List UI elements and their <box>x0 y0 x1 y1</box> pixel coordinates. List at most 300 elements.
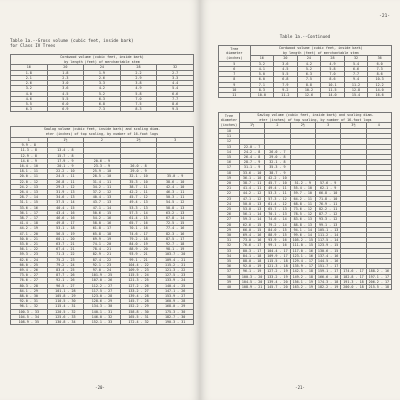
table-cell: 83.4 - 25 <box>47 268 84 273</box>
table-cell: 4.1 <box>250 66 274 71</box>
table-cell: 123.9 - 15 <box>315 243 340 248</box>
table-cell: 20 <box>219 181 240 186</box>
table-cell: 74.6 - 17 <box>120 231 157 236</box>
table-cell: 66.8 - 10 <box>315 191 340 196</box>
table-cell: 50.6 - 15 <box>84 210 121 215</box>
table-cell: 76.9 - 11 <box>315 201 340 206</box>
table-cell: 45.7 - 12 <box>120 195 157 200</box>
table-cell: 96.1 - 19 <box>239 269 264 274</box>
table-cell: 53.3 - 11 <box>265 191 290 196</box>
table-row <box>11 304 194 309</box>
table-cell: 5.2 <box>297 66 321 71</box>
table-cell: 2.9 <box>120 75 157 80</box>
table-cell: 8.6 <box>321 77 345 82</box>
table-cell: 49.4 - 13 <box>120 200 157 205</box>
table-cell: 9.5 <box>157 107 194 112</box>
table-cell: 9.4 <box>344 77 368 82</box>
table-cell: 2.3 <box>47 75 84 80</box>
table-cell: 88.0 - 30 <box>11 294 48 299</box>
table-cell: 33.6 - 10 <box>239 170 264 175</box>
column-header: 3½ <box>341 123 366 129</box>
table-row <box>219 93 392 98</box>
table-cell: 84.0 - 19 <box>120 242 157 247</box>
table-cell: 31.9 - 13 <box>47 190 84 195</box>
table-cell: 31 <box>219 238 240 243</box>
table-row <box>11 200 194 205</box>
table-cell: 26.0 - 7 <box>265 149 290 154</box>
table-cell: 166.6 - 18 <box>315 274 340 279</box>
table-cell: 3.3 <box>157 75 194 80</box>
table-cell: 32.1 - 8 <box>265 160 290 165</box>
table-cell: 149.2 - 18 <box>290 274 315 279</box>
table-cell: 53.0 - 13 <box>239 207 264 212</box>
table-cell: 144.5 - 16 <box>315 259 340 264</box>
table-cell: 4.5 <box>47 91 84 96</box>
table-row <box>11 221 194 226</box>
table-row <box>11 262 194 267</box>
column-header: 36 <box>368 56 392 62</box>
table-cell: 77.4 - 16 <box>157 226 194 231</box>
column-header: 28 <box>321 56 345 62</box>
column-header: 3 <box>315 123 340 129</box>
column-header: 2 <box>265 123 290 129</box>
table-cell: 92.0 - 19 <box>239 264 264 269</box>
table-cell: 26.4 - 8 <box>239 155 264 160</box>
table-cell: 133.2 - 27 <box>120 288 157 293</box>
table-cell: 14.6 - 9 <box>11 158 48 163</box>
table-cell: 8.6 <box>368 72 392 77</box>
table-cell: 9.2 <box>274 87 298 92</box>
table-cell: 104.5 - 20 <box>239 279 264 284</box>
table-cell: 31.1 - 15 <box>11 200 48 205</box>
table-cell: 37.2 - 12 <box>84 190 121 195</box>
table-cell: 3.3 <box>84 81 121 86</box>
table-cell: 121.3 - 25 <box>120 278 157 283</box>
table-cell: 101.9 - 25 <box>84 273 121 278</box>
table-row <box>11 174 194 179</box>
table-cell: 5.2 <box>84 91 121 96</box>
table-cell: 84.0 - 15 <box>265 227 290 232</box>
table-cell: 29.0 - 8 <box>265 155 290 160</box>
table-cell: 44.2 - 12 <box>239 191 264 196</box>
table-cell: 43.4 - 16 <box>47 210 84 215</box>
table-cell: 31.1 - 9 <box>239 165 264 170</box>
table-row <box>11 309 194 314</box>
table-cell: 28 <box>219 222 240 227</box>
table-cell: 110.5 - 30 <box>47 299 84 304</box>
table-cell: 71.3 - 22 <box>47 252 84 257</box>
table-cell: 61.4 - 15 <box>120 216 157 221</box>
table-cell: 14.0 <box>321 93 345 98</box>
table-cell: 5.5 <box>274 72 298 77</box>
table-cell: 57.3 - 12 <box>265 196 290 201</box>
table-cell: 40 <box>219 285 240 290</box>
table-cell: 9.9 - 8 <box>11 143 48 148</box>
table-cell: 115.5 - 24 <box>120 273 157 278</box>
table-cell: 7.0 <box>120 96 157 101</box>
table-cell: 38.7 - 9 <box>265 170 290 175</box>
table-cell: 108.9 - 35 <box>11 320 48 325</box>
table-cell: 92.1 - 23 <box>84 262 121 267</box>
table-cell: 105.8 - 29 <box>47 294 84 299</box>
table-cell: 67.4 - 21 <box>47 247 84 252</box>
table-cell: 83.6 - 13 <box>290 217 315 222</box>
table-cell: 99.1 - 16 <box>265 243 290 248</box>
table-cell: 31.4 - 11 <box>84 179 121 184</box>
right-corner-number: -21- <box>379 14 390 19</box>
table-cell: 134.3 - 30 <box>84 304 121 309</box>
table-cell: 80.3 - 28 <box>11 283 48 288</box>
table-cell: 97.0 - 24 <box>84 268 121 273</box>
table-cell: 27 <box>219 217 240 222</box>
table-header-row <box>11 127 194 137</box>
table-cell: 4.9 <box>321 61 345 66</box>
table-cell: 37 <box>219 269 240 274</box>
table-main-header: Sawlog volume (cubic feet, inside bark) and scaling diam- eter (inches) of top scaling, by number of 16-foot logs <box>11 127 194 137</box>
table-cell: 105.1 - 13 <box>315 227 340 232</box>
table-cell: 156.1 - 19 <box>290 279 315 284</box>
table-cell: 10.1 <box>321 82 345 87</box>
table-cell: 84.1 - 18 <box>239 253 264 258</box>
table-cell: 4.6 <box>11 96 48 101</box>
table-cell: 22.2 - 10 <box>47 169 84 174</box>
table-cell: 98.1 - 19 <box>157 247 194 252</box>
table-row <box>11 179 194 184</box>
table-cell: 75.2 - 23 <box>47 257 84 262</box>
table-cell: 35.3 - 9 <box>265 165 290 170</box>
table-cell: 7.5 <box>297 77 321 82</box>
table-cell: 99.1 - 21 <box>120 257 157 262</box>
table-row <box>11 236 194 241</box>
row-header-cell: Tree diameter (inches) <box>219 46 251 62</box>
table-cell: 58.0 - 16 <box>84 221 121 226</box>
table-cell: 92.0 - 31 <box>11 299 48 304</box>
column-header: 2½ <box>120 137 157 143</box>
left-sawlog-table <box>10 126 194 325</box>
table-cell: 145.7 - 20 <box>265 285 290 290</box>
table-cell: 93.9 - 16 <box>265 238 290 243</box>
table-cell: 99.1 - 13 <box>315 222 340 227</box>
table-cell: 82.9 - 21 <box>84 252 121 257</box>
table-cell: 76.6 - 17 <box>239 243 264 248</box>
table-cell: 60.1 - 20 <box>47 236 84 241</box>
table-cell: 67.8 - 14 <box>157 216 194 221</box>
table-cell: 2.2 <box>120 70 157 75</box>
table-cell: 3.0 <box>47 81 84 86</box>
column-header: 16 <box>250 56 274 62</box>
column-header: 28 <box>120 65 157 71</box>
table-cell: 2.6 <box>84 75 121 80</box>
table-cell: 66.0 - 15 <box>239 227 264 232</box>
table-cell: 87.4 - 22 <box>84 257 121 262</box>
table-cell: 22.0 - 12 <box>11 179 48 184</box>
table-cell: 82.2 - 11 <box>315 207 340 212</box>
table-cell: 4.4 <box>157 81 194 86</box>
table-cell: 130.6 - 15 <box>315 248 340 253</box>
table-cell: 18.1 - 11 <box>11 169 48 174</box>
table-cell: 26.8 - 11 <box>47 179 84 184</box>
row-header-cell: Tree diameter (inches) <box>219 113 240 129</box>
table-cell: 62.6 - 24 <box>11 257 48 262</box>
table-row <box>11 242 194 247</box>
column-header: 1½ <box>239 123 264 129</box>
table-cell: 37.5 - 14 <box>47 200 84 205</box>
table-cell: 17 <box>219 165 240 170</box>
table-cell: 115.4 - 31 <box>47 304 84 309</box>
table-cell: 61.8 - 17 <box>84 226 121 231</box>
table-cell: 68.8 - 11 <box>290 201 315 206</box>
table-cell: 65.8 - 18 <box>84 231 121 236</box>
table-cell: 49.4 - 11 <box>265 186 290 191</box>
table-cell: 33 <box>219 248 240 253</box>
table-cell: 182.2 - 19 <box>315 285 340 290</box>
table-cell: 120.5 - 32 <box>47 309 84 314</box>
table-cell: 172.4 - 32 <box>120 320 157 325</box>
table-cell: 78.4 - 21 <box>84 247 121 252</box>
table-cell: 121.3 - 18 <box>265 264 290 269</box>
table-cell: 50.0 - 13 <box>239 201 264 206</box>
table-cell: 12.6 <box>297 93 321 98</box>
table-header-row <box>11 55 194 65</box>
table-cell: 92.1 - 26 <box>47 278 84 283</box>
table-cell: 24.5 - 11 <box>47 174 84 179</box>
table-cell: 70.1 - 16 <box>120 226 157 231</box>
table-cell: 3.2 <box>250 61 274 66</box>
table-cell: 200.0 - 18 <box>341 285 366 290</box>
table-cell: 56.1 - 14 <box>239 212 264 217</box>
table-cell: 17.9 - 9 <box>47 158 84 163</box>
column-header: 24 <box>84 65 121 71</box>
table-cell: 8.3 <box>120 107 157 112</box>
column-header: 3 <box>157 137 194 143</box>
table-cell: 125.6 - 33 <box>47 314 84 319</box>
table-cell: 111.0 - 15 <box>290 243 315 248</box>
table-cell: 45.7 - 10 <box>265 181 290 186</box>
table-cell: 54.5 - 12 <box>157 200 194 205</box>
table-cell: 129.4 - 17 <box>290 259 315 264</box>
table-cell: 4.2 <box>297 61 321 66</box>
left-page-title: Table 1a.--Gross volume (cubic feet, inside bark) for Class IV Trees <box>10 38 134 48</box>
table-cell: 73.0 - 27 <box>11 273 48 278</box>
table-cell: 92.7 - 18 <box>157 242 194 247</box>
table-cell: 29 <box>219 227 240 232</box>
table-cell: 137.4 - 16 <box>315 253 340 258</box>
table-cell: 151.7 - 17 <box>315 264 340 269</box>
table-cell: 4.9 <box>120 86 157 91</box>
table-cell: 215.5 - 18 <box>366 285 391 290</box>
table-cell: 57.6 - 9 <box>315 181 340 186</box>
table-cell: 109.9 - 17 <box>265 253 290 258</box>
table-cell: 35 <box>219 259 240 264</box>
table-cell: 127.2 - 26 <box>120 283 157 288</box>
table-cell: 21 <box>219 186 240 191</box>
table-cell: 38.7 - 17 <box>11 216 48 221</box>
table-cell: 8.6 <box>157 102 194 107</box>
right-page-number: -21- <box>295 385 305 390</box>
table-cell: 1.9 <box>84 70 121 75</box>
table-cell: 6.0 <box>250 77 274 82</box>
table-cell: 32 <box>219 243 240 248</box>
table-cell: 5.8 <box>120 91 157 96</box>
table-row <box>11 294 194 299</box>
table-cell: 41.4 - 18 <box>11 221 48 226</box>
table-main-header: Sawlog volume (cubic feet, inside bark) and scaling diam- eter (inches) of top scaling, by number of 16-foot logs <box>239 113 391 123</box>
table-cell: 74.6 - 14 <box>265 217 290 222</box>
table-cell: 35.3 - 10 <box>120 179 157 184</box>
table-cell: 9 <box>219 82 251 87</box>
table-cell: 159.1 - 17 <box>315 269 340 274</box>
table-cell: 12 <box>219 139 240 144</box>
table-cell: 140.1 - 31 <box>84 309 121 314</box>
table-cell: 46.3 - 11 <box>157 190 194 195</box>
table-cell: 24.2 - 13 <box>11 184 48 189</box>
table-cell: 62.6 - 15 <box>239 222 264 227</box>
table-cell: 63.7 - 21 <box>47 242 84 247</box>
table-cell: 34.6 - 13 <box>47 195 84 200</box>
table-cell: 7.9 <box>274 82 298 87</box>
table-cell: 7.0 <box>321 72 345 77</box>
table-cell: 42.2 - 10 <box>265 175 290 180</box>
column-header: 1½ <box>47 137 84 143</box>
table-cell: 163.2 - 19 <box>290 285 315 290</box>
table-cell: 5.5 <box>47 96 84 101</box>
table-cell: 139.4 - 20 <box>265 279 290 284</box>
table-cell: 79.2 - 14 <box>265 222 290 227</box>
table-cell: 175.3 - 30 <box>157 309 194 314</box>
table-cell: 188.2 - 16 <box>366 269 391 274</box>
table-row <box>11 252 194 257</box>
table-cell: 7.1 <box>250 82 274 87</box>
table-cell: 12.2 <box>368 82 392 87</box>
table-cell: 4.0 <box>11 91 48 96</box>
table-cell: 82.3 - 16 <box>157 231 194 236</box>
table-cell: 8.3 <box>250 87 274 92</box>
table-cell: 146.0 - 32 <box>84 314 121 319</box>
table-cell: 46.6 - 16 <box>47 216 84 221</box>
table-cell: 123.1 - 16 <box>290 253 315 258</box>
table-cell: 88.0 - 18 <box>239 259 264 264</box>
table-cell: 130.8 - 34 <box>47 320 84 325</box>
table-cell: 40.4 - 15 <box>47 205 84 210</box>
table-cell: 73.0 - 16 <box>239 238 264 243</box>
table-cell: 14.0 <box>368 87 392 92</box>
table-cell: 25.9 - 10 <box>84 169 121 174</box>
table-cell: 69.4 - 26 <box>11 268 48 273</box>
table-cell: 36.1 - 17 <box>11 210 48 215</box>
table-cell: 69.9 - 19 <box>84 236 121 241</box>
table-cell: 111.2 - 14 <box>315 233 340 238</box>
table-cell: 36 <box>219 264 240 269</box>
table-cell: 38 <box>219 274 240 279</box>
table-cell: 22 <box>219 191 240 196</box>
table-cell: 11.2 <box>274 93 298 98</box>
table-cell: 18 <box>219 170 240 175</box>
table-cell: 13.4 - 8 <box>47 148 84 153</box>
table-cell: 8 <box>219 77 251 82</box>
table-cell: 58.8 - 13 <box>157 205 194 210</box>
table-cell: 7.3 <box>84 107 121 112</box>
table-cell: 103.7 - 20 <box>157 252 194 257</box>
table-cell: 10 <box>219 128 240 133</box>
table-cell: 6.8 <box>84 102 121 107</box>
table-header-row <box>219 113 392 123</box>
column-header: 20 <box>274 56 298 62</box>
table-cell: 11 <box>219 134 240 139</box>
table-row <box>11 205 194 210</box>
table-cell: 127.5 - 23 <box>157 273 194 278</box>
table-cell: 62.1 - 9 <box>315 186 340 191</box>
table-cell: 121.3 - 22 <box>157 268 194 273</box>
table-cell: 16.4 - 10 <box>11 164 48 169</box>
table-cell: 25 <box>219 207 240 212</box>
table-cell: 93.9 - 21 <box>120 252 157 257</box>
table-cell: 26 <box>219 212 240 217</box>
table-cell: 24 <box>219 201 240 206</box>
table-cell: 29.3 - 12 <box>47 184 84 189</box>
table-cell: 34.2 - 11 <box>84 184 121 189</box>
right-sawlog-table <box>218 112 392 290</box>
column-header: 1 <box>11 137 48 143</box>
table-cell: 38.7 - 11 <box>120 184 157 189</box>
table-row <box>11 268 194 273</box>
table-cell: 26.0 - 8 <box>120 164 157 169</box>
table-cell: 1.8 <box>47 70 84 75</box>
table-cell: 11.5 <box>321 87 345 92</box>
table-cell: 109.9 - 23 <box>120 268 157 273</box>
table-cell: 140.4 - 25 <box>157 283 194 288</box>
table-row <box>11 210 194 215</box>
table-cell: 24.2 - 8 <box>239 149 264 154</box>
table-cell: 54.2 - 16 <box>84 216 121 221</box>
table-row <box>11 226 194 231</box>
column-header: 20 <box>47 65 84 71</box>
table-cell: 107.0 - 26 <box>84 278 121 283</box>
table-row <box>11 231 194 236</box>
column-header: 24 <box>297 56 321 62</box>
table-cell: 28.7 - 9 <box>239 160 264 165</box>
table-cell: 35.0 - 9 <box>157 174 194 179</box>
table-cell: 3.6 <box>274 61 298 66</box>
table-cell: 117.0 - 16 <box>290 248 315 253</box>
table-cell: 80.3 - 17 <box>239 248 264 253</box>
table-cell: 190.3 - 31 <box>157 320 194 325</box>
table-cell: 2.6 <box>11 81 48 86</box>
table-cell: 19 <box>219 175 240 180</box>
table-cell: 28.5 - 10 <box>84 174 121 179</box>
table-cell: 99.6 - 14 <box>290 233 315 238</box>
table-cell: 109.4 - 21 <box>157 257 194 262</box>
table-cell: 69.4 - 16 <box>239 233 264 238</box>
table-cell: 3.8 <box>120 81 157 86</box>
table-cell: 88.8 - 13 <box>290 222 315 227</box>
table-cell: 152.2 - 29 <box>120 304 157 309</box>
table-cell: 158.8 - 30 <box>120 309 157 314</box>
table-cell: 101.1 - 28 <box>47 288 84 293</box>
table-cell: 7.7 <box>157 96 194 101</box>
table-main-header: Cordwood volume (cubic feet, inside bark) by length (feet) of merchantable stem <box>250 46 391 56</box>
table-cell: 87.7 - 26 <box>47 273 84 278</box>
table-row <box>219 285 392 290</box>
table-cell: 56.5 - 19 <box>47 231 84 236</box>
table-cell: 96.5 - 27 <box>47 283 84 288</box>
table-cell: 6.0 <box>368 61 392 66</box>
table-cell: 14 <box>219 149 240 154</box>
table-row <box>11 320 194 325</box>
column-header: 2½ <box>290 123 315 129</box>
table-cell: 42.4 - 10 <box>157 184 194 189</box>
table-cell: 26.4 - 13 <box>11 190 48 195</box>
table-cell: 5 <box>219 61 251 66</box>
